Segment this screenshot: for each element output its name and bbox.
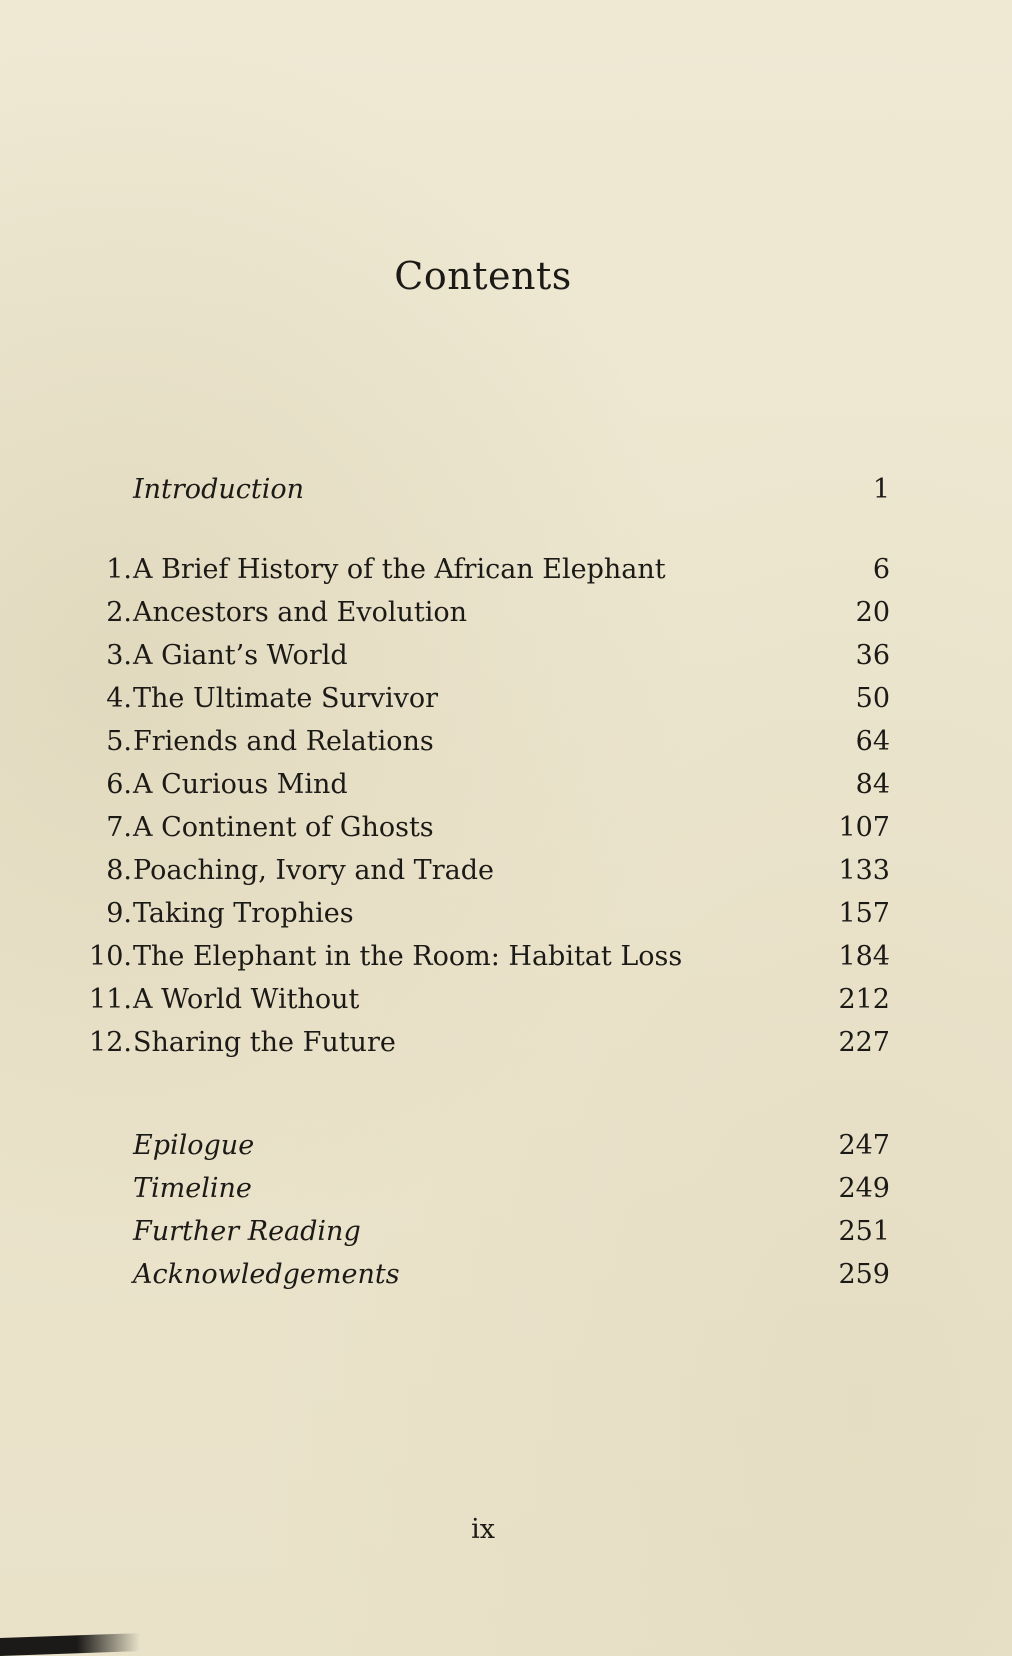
toc-chapter-title: Sharing the Future — [133, 1027, 396, 1058]
toc-chapter[interactable] — [0, 550, 1012, 590]
toc-chapter-number: 2. — [106, 597, 132, 628]
toc-chapter-number: 12. — [89, 1027, 132, 1058]
toc-chapter-title: A Curious Mind — [133, 769, 348, 800]
toc-chapter-number: 3. — [106, 640, 132, 671]
toc-chapter-number: 6. — [106, 769, 132, 800]
toc-chapter-number: 4. — [106, 683, 132, 714]
toc-chapter[interactable] — [0, 765, 1012, 805]
toc-chapter[interactable] — [0, 1023, 1012, 1063]
toc-entry-epilogue[interactable] — [0, 1126, 1012, 1166]
toc-chapter-title: A Continent of Ghosts — [133, 812, 434, 843]
toc-chapter-page: 107 — [838, 812, 890, 843]
toc-entry-page: 247 — [838, 1130, 890, 1161]
toc-chapter[interactable] — [0, 980, 1012, 1020]
toc-chapter-title: A Giant’s World — [133, 640, 348, 671]
toc-entry-acknowledgements[interactable] — [0, 1255, 1012, 1295]
toc-chapter-title: The Elephant in the Room: Habitat Loss — [133, 941, 683, 972]
page-edge-shadow — [0, 1633, 140, 1656]
toc-chapter-title: The Ultimate Survivor — [133, 683, 439, 714]
toc-chapter[interactable] — [0, 937, 1012, 977]
toc-chapter-page: 50 — [855, 683, 890, 714]
toc-chapter[interactable] — [0, 722, 1012, 762]
toc-chapter-title: A World Without — [133, 984, 360, 1015]
toc-chapter[interactable] — [0, 593, 1012, 633]
page-number: ix — [471, 1514, 495, 1545]
toc-chapter[interactable] — [0, 636, 1012, 676]
toc-entry-further-reading[interactable] — [0, 1212, 1012, 1252]
toc-chapter-page: 6 — [872, 554, 890, 585]
toc-chapter-number: 1. — [106, 554, 132, 585]
toc-entry-page: 259 — [838, 1259, 890, 1290]
page-title: Contents — [394, 254, 572, 298]
toc-chapter-page: 133 — [838, 855, 890, 886]
toc-chapter-page: 212 — [838, 984, 890, 1015]
toc-chapter-title: Poaching, Ivory and Trade — [133, 855, 494, 886]
toc-chapter-page: 184 — [838, 941, 890, 972]
toc-entry-introduction[interactable] — [0, 470, 1012, 510]
toc-chapter[interactable] — [0, 679, 1012, 719]
toc-chapter-title: Friends and Relations — [133, 726, 434, 757]
toc-chapter-number: 11. — [89, 984, 132, 1015]
toc-chapter-page: 157 — [838, 898, 890, 929]
toc-entry-label: Timeline — [133, 1173, 252, 1204]
toc-entry-timeline[interactable] — [0, 1169, 1012, 1209]
toc-chapter-page: 36 — [855, 640, 890, 671]
toc-entry-page: 1 — [872, 474, 890, 505]
toc-entry-label: Acknowledgements — [133, 1259, 400, 1290]
toc-entry-label: Epilogue — [133, 1130, 255, 1161]
toc-chapter[interactable] — [0, 851, 1012, 891]
toc-chapter-number: 5. — [106, 726, 132, 757]
toc-chapter-page: 64 — [855, 726, 890, 757]
toc-chapter-number: 7. — [106, 812, 132, 843]
toc-chapter-title: A Brief History of the African Elephant — [133, 554, 666, 585]
toc-chapter-page: 20 — [855, 597, 890, 628]
toc-entry-label: Further Reading — [133, 1216, 361, 1247]
toc-chapter-page: 84 — [855, 769, 890, 800]
toc-chapter-number: 9. — [106, 898, 132, 929]
toc-chapter[interactable] — [0, 894, 1012, 934]
toc-chapter-title: Taking Trophies — [133, 898, 354, 929]
toc-entry-label: Introduction — [133, 474, 304, 505]
toc-chapter-number: 10. — [89, 941, 132, 972]
toc-chapter-page: 227 — [838, 1027, 890, 1058]
toc-chapter-number: 8. — [106, 855, 132, 886]
toc-chapter-title: Ancestors and Evolution — [133, 597, 468, 628]
toc-chapter[interactable] — [0, 808, 1012, 848]
toc-entry-page: 251 — [838, 1216, 890, 1247]
toc-entry-page: 249 — [838, 1173, 890, 1204]
